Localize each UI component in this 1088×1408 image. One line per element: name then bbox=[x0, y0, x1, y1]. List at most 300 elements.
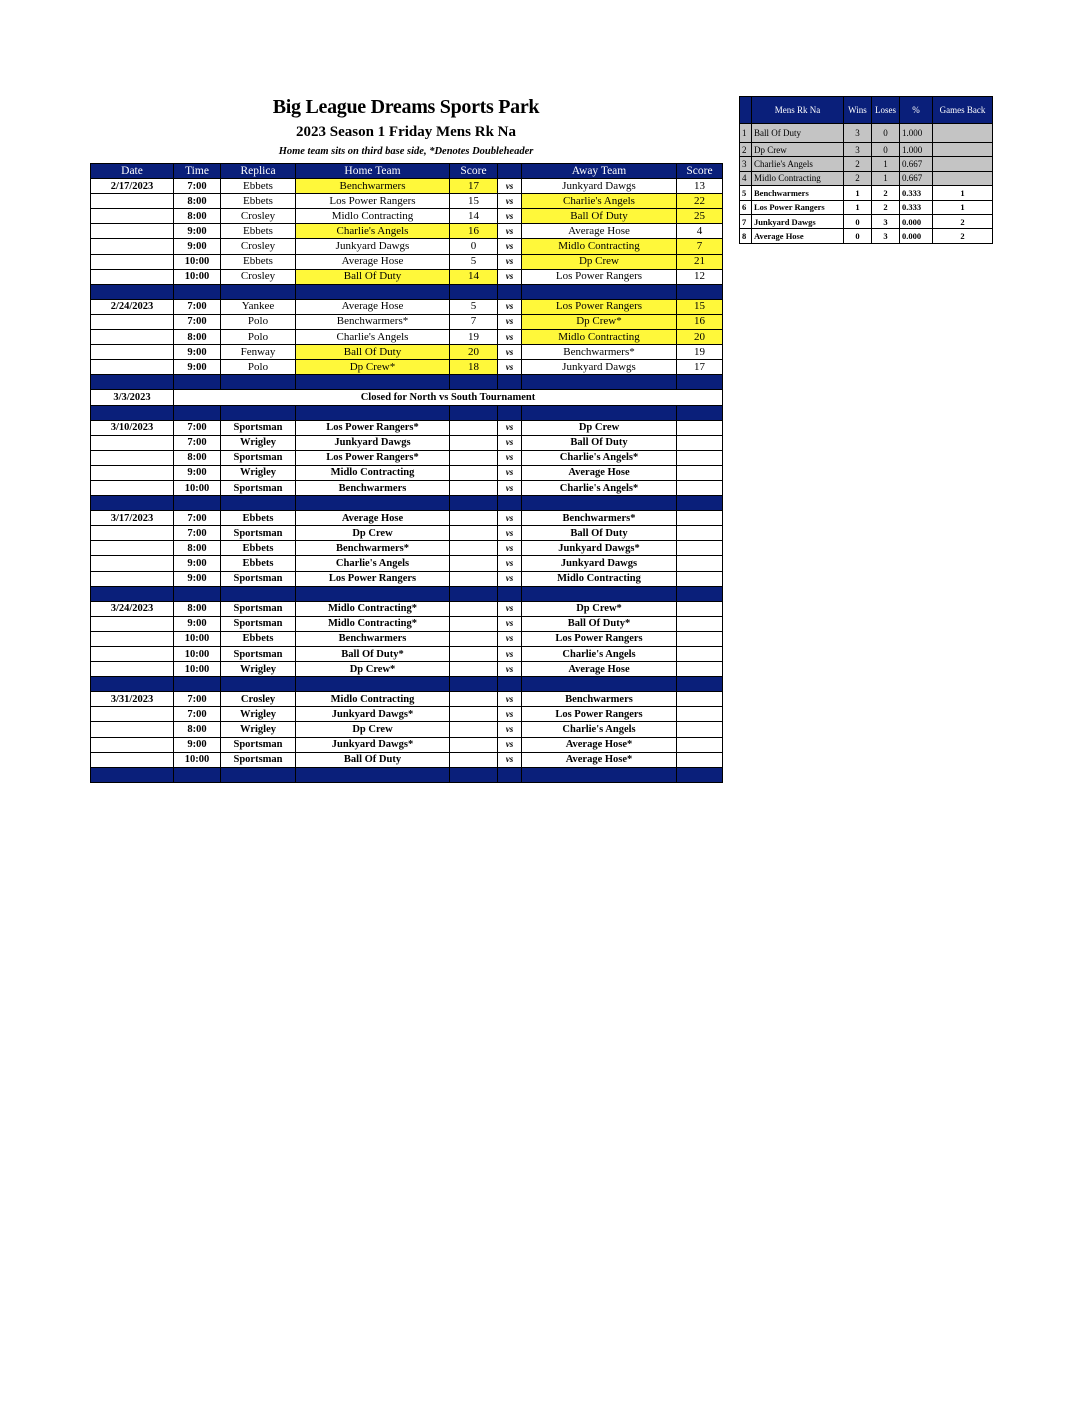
home-score-cell: 19 bbox=[450, 330, 498, 345]
team-name-cell: Ball Of Duty bbox=[752, 124, 844, 143]
date-cell bbox=[91, 435, 174, 450]
time-cell: 8:00 bbox=[174, 194, 221, 209]
time-cell: 8:00 bbox=[174, 722, 221, 737]
time-cell: 10:00 bbox=[174, 254, 221, 269]
home-score-cell bbox=[450, 480, 498, 495]
vs-cell: vs bbox=[498, 556, 522, 571]
home-score-cell: 14 bbox=[450, 209, 498, 224]
time-cell: 7:00 bbox=[174, 511, 221, 526]
separator-cell bbox=[174, 496, 221, 511]
date-cell: 3/24/2023 bbox=[91, 601, 174, 616]
home-team-cell: Midlo Contracting bbox=[296, 465, 450, 480]
standings-row bbox=[740, 157, 993, 171]
standings-col-rank bbox=[740, 97, 752, 124]
field-cell: Wrigley bbox=[221, 662, 296, 677]
rank-cell: 8 bbox=[740, 229, 752, 243]
week-separator-row bbox=[91, 375, 723, 390]
team-name-cell: Junkyard Dawgs bbox=[752, 214, 844, 228]
away-team-cell: Los Power Rangers bbox=[522, 631, 677, 646]
pct-cell: 0.000 bbox=[900, 229, 933, 243]
date-cell bbox=[91, 209, 174, 224]
separator-cell bbox=[221, 375, 296, 390]
standings-header-row bbox=[740, 97, 993, 124]
standings-row bbox=[740, 229, 993, 243]
away-score-cell bbox=[677, 450, 723, 465]
away-score-cell bbox=[677, 662, 723, 677]
away-score-cell bbox=[677, 631, 723, 646]
away-score-cell bbox=[677, 571, 723, 586]
away-score-cell: 13 bbox=[677, 179, 723, 194]
pct-cell: 0.000 bbox=[900, 214, 933, 228]
away-score-cell: 20 bbox=[677, 330, 723, 345]
pct-cell: 1.000 bbox=[900, 143, 933, 157]
separator-cell bbox=[677, 767, 723, 782]
closed-row bbox=[91, 390, 723, 405]
time-cell: 8:00 bbox=[174, 330, 221, 345]
home-team-cell: Dp Crew bbox=[296, 526, 450, 541]
losses-cell: 0 bbox=[872, 143, 900, 157]
field-cell: Sportsman bbox=[221, 450, 296, 465]
date-cell bbox=[91, 450, 174, 465]
field-cell: Sportsman bbox=[221, 752, 296, 767]
away-team-cell: Charlie's Angels* bbox=[522, 450, 677, 465]
field-cell: Crosley bbox=[221, 692, 296, 707]
date-cell bbox=[91, 662, 174, 677]
separator-cell bbox=[91, 284, 174, 299]
rank-cell: 2 bbox=[740, 143, 752, 157]
field-cell: Ebbets bbox=[221, 556, 296, 571]
separator-cell bbox=[296, 375, 450, 390]
away-team-cell: Junkyard Dawgs bbox=[522, 360, 677, 375]
vs-cell: vs bbox=[498, 345, 522, 360]
vs-cell: vs bbox=[498, 662, 522, 677]
team-name-cell: Benchwarmers bbox=[752, 186, 844, 200]
rank-cell: 1 bbox=[740, 124, 752, 143]
away-team-cell: Average Hose* bbox=[522, 752, 677, 767]
home-team-cell: Average Hose bbox=[296, 511, 450, 526]
field-cell: Polo bbox=[221, 330, 296, 345]
separator-cell bbox=[174, 677, 221, 692]
time-cell: 9:00 bbox=[174, 737, 221, 752]
field-cell: Polo bbox=[221, 314, 296, 329]
home-team-cell: Ball Of Duty bbox=[296, 269, 450, 284]
date-cell bbox=[91, 480, 174, 495]
schedule-note: Home team sits on third base side, *Denotes Doubleheader bbox=[278, 146, 534, 157]
rank-cell: 4 bbox=[740, 171, 752, 185]
separator-cell bbox=[677, 677, 723, 692]
separator-cell bbox=[677, 586, 723, 601]
field-cell: Ebbets bbox=[221, 179, 296, 194]
separator-cell bbox=[221, 284, 296, 299]
time-cell: 9:00 bbox=[174, 360, 221, 375]
game-row bbox=[91, 360, 723, 375]
home-team-cell: Los Power Rangers* bbox=[296, 450, 450, 465]
wins-cell: 0 bbox=[844, 229, 872, 243]
game-row bbox=[91, 692, 723, 707]
separator-cell bbox=[498, 677, 522, 692]
away-score-cell bbox=[677, 541, 723, 556]
time-cell: 7:00 bbox=[174, 526, 221, 541]
vs-cell: vs bbox=[498, 571, 522, 586]
away-team-cell: Junkyard Dawgs bbox=[522, 179, 677, 194]
wins-cell: 2 bbox=[844, 157, 872, 171]
closed-notice: Closed for North vs South Tournament bbox=[174, 390, 723, 405]
home-team-cell: Benchwarmers* bbox=[296, 541, 450, 556]
game-row bbox=[91, 269, 723, 284]
date-cell bbox=[91, 330, 174, 345]
time-cell: 8:00 bbox=[174, 541, 221, 556]
home-team-cell: Ball Of Duty bbox=[296, 752, 450, 767]
home-team-cell: Benchwarmers bbox=[296, 480, 450, 495]
separator-cell bbox=[91, 677, 174, 692]
separator-cell bbox=[221, 586, 296, 601]
vs-cell: vs bbox=[498, 541, 522, 556]
pct-cell: 0.333 bbox=[900, 186, 933, 200]
separator-cell bbox=[450, 405, 498, 420]
date-cell bbox=[91, 360, 174, 375]
vs-cell: vs bbox=[498, 254, 522, 269]
game-row bbox=[91, 239, 723, 254]
home-score-cell: 17 bbox=[450, 179, 498, 194]
pct-cell: 0.667 bbox=[900, 171, 933, 185]
time-cell: 7:00 bbox=[174, 692, 221, 707]
vs-cell: vs bbox=[498, 239, 522, 254]
vs-cell: vs bbox=[498, 465, 522, 480]
separator-cell bbox=[522, 375, 677, 390]
games-back-cell: 2 bbox=[933, 214, 993, 228]
away-team-cell: Los Power Rangers bbox=[522, 269, 677, 284]
game-row bbox=[91, 616, 723, 631]
rank-cell: 7 bbox=[740, 214, 752, 228]
separator-cell bbox=[677, 375, 723, 390]
home-score-cell bbox=[450, 737, 498, 752]
home-team-cell: Benchwarmers bbox=[296, 179, 450, 194]
field-cell: Crosley bbox=[221, 209, 296, 224]
losses-cell: 1 bbox=[872, 157, 900, 171]
home-team-cell: Average Hose bbox=[296, 299, 450, 314]
separator-cell bbox=[677, 284, 723, 299]
time-cell: 10:00 bbox=[174, 662, 221, 677]
wins-cell: 1 bbox=[844, 186, 872, 200]
away-team-cell: Charlie's Angels bbox=[522, 194, 677, 209]
date-cell bbox=[91, 345, 174, 360]
time-cell: 9:00 bbox=[174, 239, 221, 254]
separator-cell bbox=[296, 767, 450, 782]
home-team-cell: Ball Of Duty* bbox=[296, 647, 450, 662]
date-cell bbox=[91, 556, 174, 571]
date-cell bbox=[91, 571, 174, 586]
away-team-cell: Dp Crew* bbox=[522, 601, 677, 616]
separator-cell bbox=[221, 767, 296, 782]
away-score-cell bbox=[677, 752, 723, 767]
field-cell: Ebbets bbox=[221, 631, 296, 646]
col-date: Date bbox=[91, 164, 174, 179]
game-row bbox=[91, 526, 723, 541]
wins-cell: 2 bbox=[844, 171, 872, 185]
vs-cell: vs bbox=[498, 480, 522, 495]
separator-cell bbox=[498, 767, 522, 782]
week-separator-row bbox=[91, 586, 723, 601]
page-title: Big League Dreams Sports Park bbox=[272, 96, 540, 118]
vs-cell: vs bbox=[498, 330, 522, 345]
separator-cell bbox=[450, 496, 498, 511]
vs-cell: vs bbox=[498, 269, 522, 284]
time-cell: 8:00 bbox=[174, 450, 221, 465]
separator-cell bbox=[450, 677, 498, 692]
game-row bbox=[91, 541, 723, 556]
field-cell: Sportsman bbox=[221, 526, 296, 541]
vs-cell: vs bbox=[498, 631, 522, 646]
standings-col-wins: Wins bbox=[844, 97, 872, 124]
field-cell: Ebbets bbox=[221, 194, 296, 209]
time-cell: 8:00 bbox=[174, 209, 221, 224]
away-team-cell: Benchwarmers bbox=[522, 692, 677, 707]
game-row bbox=[91, 556, 723, 571]
game-row bbox=[91, 179, 723, 194]
away-team-cell: Benchwarmers* bbox=[522, 345, 677, 360]
game-row bbox=[91, 737, 723, 752]
separator-cell bbox=[677, 405, 723, 420]
games-back-cell: 1 bbox=[933, 186, 993, 200]
vs-cell: vs bbox=[498, 601, 522, 616]
away-score-cell bbox=[677, 707, 723, 722]
separator-cell bbox=[221, 677, 296, 692]
standings-row bbox=[740, 171, 993, 185]
date-cell: 3/10/2023 bbox=[91, 420, 174, 435]
home-team-cell: Junkyard Dawgs* bbox=[296, 737, 450, 752]
home-score-cell bbox=[450, 662, 498, 677]
home-score-cell: 18 bbox=[450, 360, 498, 375]
standings-row bbox=[740, 124, 993, 143]
vs-cell: vs bbox=[498, 194, 522, 209]
home-score-cell bbox=[450, 692, 498, 707]
col-vs bbox=[498, 164, 522, 179]
away-score-cell bbox=[677, 465, 723, 480]
losses-cell: 1 bbox=[872, 171, 900, 185]
losses-cell: 0 bbox=[872, 124, 900, 143]
separator-cell bbox=[91, 375, 174, 390]
date-cell bbox=[91, 737, 174, 752]
date-cell: 3/3/2023 bbox=[91, 390, 174, 405]
schedule-header-row bbox=[91, 164, 723, 179]
separator-cell bbox=[522, 586, 677, 601]
home-score-cell: 5 bbox=[450, 299, 498, 314]
time-cell: 7:00 bbox=[174, 420, 221, 435]
home-score-cell bbox=[450, 647, 498, 662]
separator-cell bbox=[450, 586, 498, 601]
home-score-cell: 5 bbox=[450, 254, 498, 269]
standings-col-losses: Loses bbox=[872, 97, 900, 124]
game-row bbox=[91, 662, 723, 677]
away-team-cell: Benchwarmers* bbox=[522, 511, 677, 526]
home-team-cell: Midlo Contracting bbox=[296, 692, 450, 707]
game-row bbox=[91, 450, 723, 465]
field-cell: Ebbets bbox=[221, 254, 296, 269]
away-score-cell bbox=[677, 511, 723, 526]
week-separator-row bbox=[91, 496, 723, 511]
home-score-cell bbox=[450, 631, 498, 646]
time-cell: 9:00 bbox=[174, 465, 221, 480]
time-cell: 10:00 bbox=[174, 647, 221, 662]
field-cell: Sportsman bbox=[221, 737, 296, 752]
col-replica: Replica bbox=[221, 164, 296, 179]
game-row bbox=[91, 722, 723, 737]
date-cell bbox=[91, 239, 174, 254]
separator-cell bbox=[522, 405, 677, 420]
away-team-cell: Midlo Contracting bbox=[522, 330, 677, 345]
separator-cell bbox=[498, 496, 522, 511]
losses-cell: 3 bbox=[872, 229, 900, 243]
home-score-cell bbox=[450, 420, 498, 435]
home-score-cell bbox=[450, 601, 498, 616]
standings-row bbox=[740, 200, 993, 214]
team-name-cell: Midlo Contracting bbox=[752, 171, 844, 185]
separator-cell bbox=[91, 767, 174, 782]
away-team-cell: Charlie's Angels bbox=[522, 647, 677, 662]
vs-cell: vs bbox=[498, 435, 522, 450]
home-score-cell: 16 bbox=[450, 224, 498, 239]
separator-cell bbox=[498, 284, 522, 299]
away-team-cell: Junkyard Dawgs* bbox=[522, 541, 677, 556]
field-cell: Crosley bbox=[221, 269, 296, 284]
field-cell: Ebbets bbox=[221, 541, 296, 556]
home-score-cell bbox=[450, 616, 498, 631]
week-separator-row bbox=[91, 284, 723, 299]
field-cell: Wrigley bbox=[221, 435, 296, 450]
separator-cell bbox=[174, 767, 221, 782]
away-team-cell: Charlie's Angels bbox=[522, 722, 677, 737]
wins-cell: 1 bbox=[844, 200, 872, 214]
home-score-cell: 14 bbox=[450, 269, 498, 284]
separator-cell bbox=[677, 496, 723, 511]
vs-cell: vs bbox=[498, 209, 522, 224]
pct-cell: 0.667 bbox=[900, 157, 933, 171]
date-cell bbox=[91, 541, 174, 556]
week-separator-row bbox=[91, 677, 723, 692]
separator-cell bbox=[522, 284, 677, 299]
away-team-cell: Ball Of Duty bbox=[522, 209, 677, 224]
game-row bbox=[91, 631, 723, 646]
field-cell: Wrigley bbox=[221, 465, 296, 480]
time-cell: 9:00 bbox=[174, 556, 221, 571]
wins-cell: 3 bbox=[844, 124, 872, 143]
separator-cell bbox=[296, 586, 450, 601]
separator-cell bbox=[522, 767, 677, 782]
game-row bbox=[91, 647, 723, 662]
date-cell: 2/17/2023 bbox=[91, 179, 174, 194]
rank-cell: 6 bbox=[740, 200, 752, 214]
team-name-cell: Charlie's Angels bbox=[752, 157, 844, 171]
field-cell: Crosley bbox=[221, 239, 296, 254]
games-back-cell bbox=[933, 124, 993, 143]
home-score-cell bbox=[450, 556, 498, 571]
col-home-team: Home Team bbox=[296, 164, 450, 179]
game-row bbox=[91, 480, 723, 495]
away-team-cell: Ball Of Duty* bbox=[522, 616, 677, 631]
home-team-cell: Average Hose bbox=[296, 254, 450, 269]
vs-cell: vs bbox=[498, 692, 522, 707]
home-team-cell: Midlo Contracting* bbox=[296, 601, 450, 616]
home-team-cell: Benchwarmers* bbox=[296, 314, 450, 329]
losses-cell: 3 bbox=[872, 214, 900, 228]
home-team-cell: Charlie's Angels bbox=[296, 224, 450, 239]
col-away-team: Away Team bbox=[522, 164, 677, 179]
away-team-cell: Junkyard Dawgs bbox=[522, 556, 677, 571]
pct-cell: 1.000 bbox=[900, 124, 933, 143]
home-score-cell bbox=[450, 435, 498, 450]
home-team-cell: Junkyard Dawgs bbox=[296, 239, 450, 254]
time-cell: 7:00 bbox=[174, 707, 221, 722]
game-row bbox=[91, 299, 723, 314]
away-score-cell bbox=[677, 692, 723, 707]
field-cell: Wrigley bbox=[221, 722, 296, 737]
home-score-cell: 15 bbox=[450, 194, 498, 209]
date-cell bbox=[91, 752, 174, 767]
away-score-cell: 21 bbox=[677, 254, 723, 269]
vs-cell: vs bbox=[498, 526, 522, 541]
home-team-cell: Charlie's Angels bbox=[296, 330, 450, 345]
game-row bbox=[91, 314, 723, 329]
away-score-cell: 25 bbox=[677, 209, 723, 224]
date-cell: 2/24/2023 bbox=[91, 299, 174, 314]
standings-row bbox=[740, 143, 993, 157]
home-score-cell bbox=[450, 526, 498, 541]
separator-cell bbox=[221, 405, 296, 420]
separator-cell bbox=[174, 405, 221, 420]
time-cell: 10:00 bbox=[174, 631, 221, 646]
standings-row bbox=[740, 214, 993, 228]
separator-cell bbox=[174, 375, 221, 390]
away-score-cell bbox=[677, 647, 723, 662]
standings-row bbox=[740, 186, 993, 200]
time-cell: 9:00 bbox=[174, 345, 221, 360]
away-score-cell bbox=[677, 480, 723, 495]
date-cell bbox=[91, 465, 174, 480]
away-score-cell bbox=[677, 435, 723, 450]
separator-cell bbox=[450, 284, 498, 299]
away-score-cell bbox=[677, 420, 723, 435]
col-away-score: Score bbox=[677, 164, 723, 179]
home-team-cell: Dp Crew* bbox=[296, 360, 450, 375]
away-team-cell: Average Hose bbox=[522, 662, 677, 677]
separator-cell bbox=[522, 496, 677, 511]
game-row bbox=[91, 465, 723, 480]
field-cell: Sportsman bbox=[221, 647, 296, 662]
date-cell bbox=[91, 722, 174, 737]
field-cell: Fenway bbox=[221, 345, 296, 360]
date-cell: 3/17/2023 bbox=[91, 511, 174, 526]
vs-cell: vs bbox=[498, 737, 522, 752]
home-score-cell bbox=[450, 571, 498, 586]
date-cell bbox=[91, 254, 174, 269]
separator-cell bbox=[296, 496, 450, 511]
away-score-cell: 15 bbox=[677, 299, 723, 314]
home-team-cell: Dp Crew* bbox=[296, 662, 450, 677]
away-team-cell: Average Hose bbox=[522, 224, 677, 239]
separator-cell bbox=[91, 496, 174, 511]
away-team-cell: Dp Crew* bbox=[522, 314, 677, 329]
vs-cell: vs bbox=[498, 450, 522, 465]
separator-cell bbox=[91, 586, 174, 601]
game-row bbox=[91, 224, 723, 239]
away-score-cell: 4 bbox=[677, 224, 723, 239]
away-team-cell: Ball Of Duty bbox=[522, 435, 677, 450]
home-score-cell: 20 bbox=[450, 345, 498, 360]
date-cell bbox=[91, 526, 174, 541]
home-team-cell: Junkyard Dawgs* bbox=[296, 707, 450, 722]
standings-col-division: Mens Rk Na bbox=[752, 97, 844, 124]
away-team-cell: Midlo Contracting bbox=[522, 571, 677, 586]
